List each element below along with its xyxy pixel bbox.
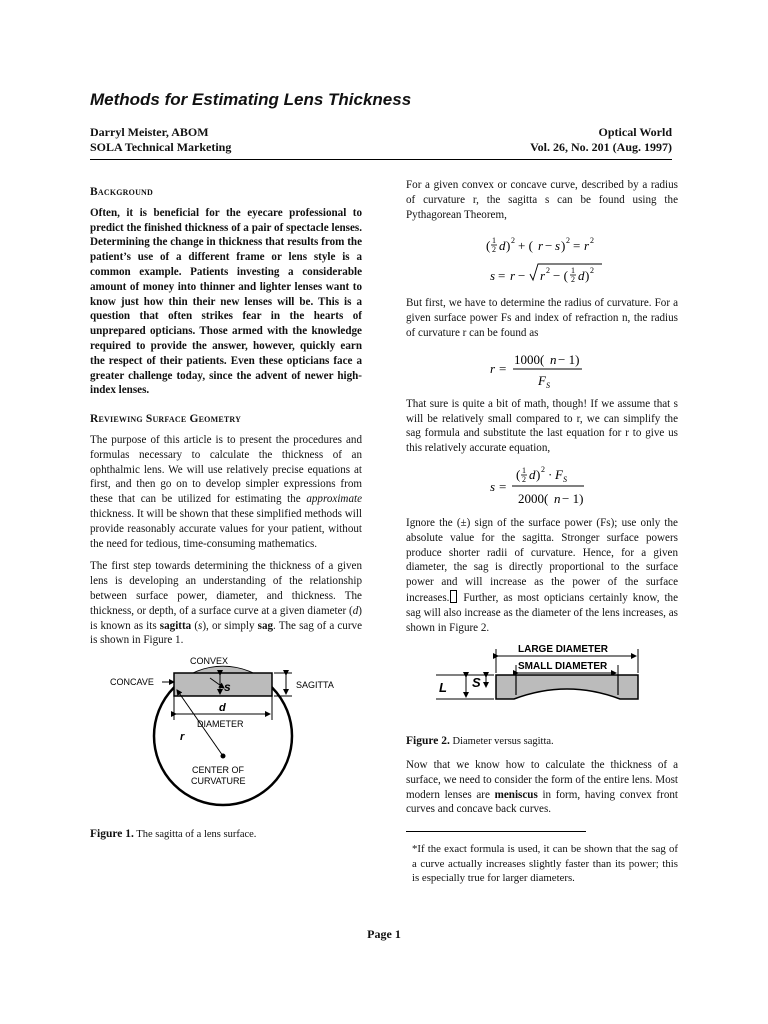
center-label-2: CURVATURE [191, 776, 246, 787]
svg-text:=: = [573, 238, 581, 254]
svg-text:1: 1 [571, 266, 575, 276]
publication-issue: Vol. 26, No. 201 (Aug. 1997) [530, 140, 672, 154]
svg-text:2: 2 [541, 464, 545, 474]
figure-1-diagram [90, 656, 362, 816]
figure-1 [90, 656, 362, 843]
large-diameter-label: LARGE DIAMETER [518, 644, 608, 656]
svg-text:2: 2 [590, 236, 594, 246]
r-label: r [180, 731, 185, 744]
left-column [90, 183, 362, 851]
svg-text:n: n [550, 351, 557, 367]
svg-text:1: 1 [492, 236, 496, 246]
header-rule [90, 159, 672, 160]
svg-text:− (: − ( [553, 268, 568, 284]
svg-text:F: F [538, 372, 546, 388]
svg-text:2: 2 [511, 236, 515, 246]
L-label: L [439, 680, 447, 696]
svg-text:1000(: 1000( [514, 351, 545, 367]
svg-text:S: S [546, 380, 550, 390]
svg-text:r: r [584, 238, 590, 254]
author-affiliation: SOLA Technical Marketing [90, 140, 232, 154]
svg-text:·: · [548, 466, 553, 482]
page-number: Page 1 [367, 927, 401, 941]
geometry-heading: Reviewing Surface Geometry [90, 413, 242, 426]
footnote: *If the exact formula is used, it can be shown that the sag of a curve actually increases slightly faster than its power; this is especially true for larger diameters. [412, 843, 678, 885]
d-label: d [219, 702, 226, 715]
svg-text:(: ( [516, 466, 521, 482]
svg-text:(: ( [486, 238, 491, 254]
svg-text:−: − [518, 268, 526, 284]
equation-radius [406, 349, 678, 391]
center-label-1: CENTER OF [192, 765, 245, 776]
svg-text:F: F [555, 466, 563, 482]
svg-text:d: d [499, 238, 506, 254]
svg-text:r: r [538, 238, 544, 254]
svg-text:2: 2 [522, 474, 526, 484]
svg-text:): ) [506, 238, 511, 254]
footnote-marker [450, 590, 457, 603]
equation-sag-approx [406, 464, 678, 510]
svg-text:=: = [499, 478, 507, 494]
svg-text:r: r [540, 268, 546, 284]
sagitta-label: SAGITTA [296, 680, 334, 691]
svg-text:−: − [545, 238, 553, 254]
diameter-label: DIAMETER [197, 719, 244, 730]
right-paragraph-1: For a given convex or concave curve, described by a radius of curvature r, the sagitta s can be found using the Pythagorean Theorem, [406, 179, 678, 221]
lens-surface-block [174, 673, 272, 696]
svg-text:2: 2 [566, 236, 570, 246]
svg-text:s: s [490, 268, 496, 284]
S-label: S [472, 675, 481, 691]
svg-text:2: 2 [492, 245, 496, 255]
svg-text:1: 1 [522, 465, 526, 475]
svg-text:r: r [490, 360, 496, 376]
figure-2-caption: Figure 2. Diameter versus sagitta. [406, 735, 554, 748]
svg-text:2: 2 [546, 266, 550, 276]
right-paragraph-3: That sure is quite a bit of math, though! If we assume that s will be relatively small compared to r, we can simplify the sag formula and substitute the last equation for r to give us this relatively accurate equation, [406, 397, 678, 455]
svg-text:=: = [499, 360, 507, 376]
svg-text:): ) [585, 268, 590, 284]
svg-text:2: 2 [571, 275, 575, 285]
figure-1-caption: Figure 1. The sagitta of a lens surface. [90, 827, 257, 840]
right-paragraph-4: Ignore the (±) sign of the surface power (Fs); use only the absolute value for the sagitta. Stronger surface powers produce shorter radii of curvature. Hence, for a given diameter, the sag is directly proportional to the surface power and will increase as the power of the surface increases. Further, as most opticians certainly know, the sag will also increase as the diameter of the lens increases, as shown in Figure 2. [406, 516, 678, 634]
right-paragraph-2: But first, we have to determine the radius of curvature. For a given surface power Fs and index of refraction n, the radius of curvature r can be found as [406, 297, 678, 339]
svg-text:r: r [510, 268, 516, 284]
right-paragraph-5: Now that we know how to calculate the thickness of a surface, we need to consider the form of the entire lens. Most modern lenses are meniscus in form, having convex front curves and concave back curves. [406, 758, 679, 816]
svg-text:− 1): − 1) [562, 490, 584, 506]
publication-name: Optical World [598, 125, 672, 139]
svg-text:): ) [536, 466, 541, 482]
geometry-paragraph-1: The purpose of this article is to present the procedures and formulas necessary to calculate the thickness of an ophthalmic lens. We will use relatively precise equations at first, and then go on to develop simpler expressions from these that can be utilized for estimating the approximate thickness. It will be shown that these simplified methods will provide reasonably accurate values for your patient, without the need for tedious, time-consuming mathematics. [90, 433, 362, 550]
article-title: Methods for Estimating Lens Thickness [90, 90, 412, 109]
right-column [406, 178, 678, 894]
footnote-rule [406, 831, 586, 832]
background-paragraph: Often, it is beneficial for the eyecare professional to predict the finished thickness of a pair of spectacle lenses. Determining the change in thickness that results from the patient’s use of a different frame or lens style is a common example. Patients investing a considerable amount of money into thinner and lighter lenses want to know just how thin their new lenses will be. This is a question that often strikes fear in the hearts of unprepared opticians. Those armed with the knowledge required to provide the answer, however, quickly earn the respect of their patients. Even these opticians face a greater challenge today, since the advent of newer high-index lenses. [90, 206, 362, 397]
author-block [90, 125, 231, 155]
figure-2 [406, 643, 678, 750]
svg-text:d: d [529, 466, 536, 482]
svg-text:n: n [554, 490, 561, 506]
svg-text:− 1): − 1) [558, 351, 580, 367]
svg-text:): ) [561, 238, 566, 254]
author-name: Darryl Meister, ABOM [90, 125, 209, 139]
svg-text:2000(: 2000( [518, 490, 549, 506]
svg-text:d: d [578, 268, 585, 284]
svg-text:+ (: + ( [518, 238, 533, 254]
figure-2-diagram [406, 643, 678, 723]
svg-text:s: s [555, 238, 561, 254]
svg-text:=: = [498, 268, 506, 284]
svg-text:s: s [490, 478, 496, 494]
background-heading: Background [90, 186, 154, 198]
concave-label: CONCAVE [110, 677, 154, 688]
s-label: s [224, 680, 231, 695]
equation-pythagorean [406, 230, 678, 290]
svg-text:S: S [563, 474, 567, 484]
convex-label: CONVEX [190, 656, 229, 667]
publication-block [530, 125, 672, 155]
svg-text:2: 2 [590, 266, 594, 276]
small-diameter-label: SMALL DIAMETER [518, 661, 608, 673]
geometry-paragraph-2: The first step towards determining the thickness of a given lens is developing an understanding of the relationship between surface power, diameter, and thickness. The thickness, or depth, of a surface curve at a given diameter (d) is known as its sagitta (s), or simply sag. The sag of a curve is shown in Figure 1. [90, 560, 363, 647]
